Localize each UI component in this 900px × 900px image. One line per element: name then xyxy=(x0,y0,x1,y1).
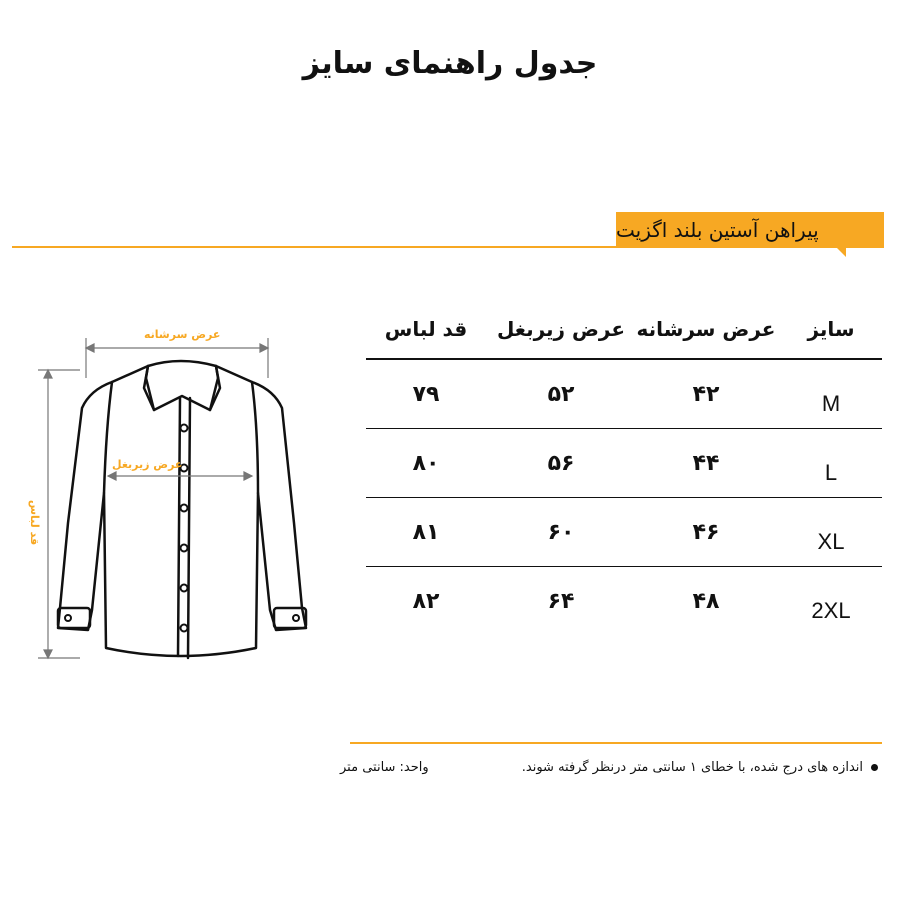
shirt-button xyxy=(181,425,188,432)
armpit-cell: ۶۴ xyxy=(547,588,575,614)
length-cell: ۸۱ xyxy=(412,519,440,545)
bullet-icon xyxy=(871,764,878,771)
shoulder-width-label: عرض سرشانه xyxy=(144,328,221,341)
length-cell: ۷۹ xyxy=(412,381,440,407)
size-cell: 2XL xyxy=(811,598,851,623)
table-row xyxy=(366,429,882,498)
collar-outline xyxy=(146,361,218,410)
placket xyxy=(178,398,190,658)
shirt-button xyxy=(181,545,188,552)
tolerance-note: اندازه های درج شده، با خطای ۱ سانتی متر درنظر گرفته شوند. xyxy=(521,760,863,775)
table-row xyxy=(366,360,882,429)
armpit-cell: ۵۶ xyxy=(547,450,575,476)
shoulder-cell: ۴۴ xyxy=(692,450,720,476)
size-cell: XL xyxy=(817,529,845,554)
length-cell: ۸۰ xyxy=(412,450,440,476)
header-armpit: عرض زیربغل xyxy=(496,317,626,341)
header-shoulder: عرض سرشانه xyxy=(636,317,776,341)
size-cell: L xyxy=(824,460,838,485)
length-cell: ۸۲ xyxy=(412,588,440,614)
table-row xyxy=(366,498,882,567)
shoulder-cell: ۴۲ xyxy=(692,381,720,407)
shoulder-cell: ۴۸ xyxy=(692,588,720,614)
shirt-button xyxy=(181,505,188,512)
footer-divider xyxy=(350,742,882,744)
shirt-diagram xyxy=(20,318,310,678)
armpit-width-label: عرض زیربغل xyxy=(112,458,183,471)
product-name: پیراهن آستین بلند اگزیت xyxy=(616,218,819,242)
shirt-button xyxy=(181,625,188,632)
header-length: قد لباس xyxy=(384,317,468,341)
armpit-cell: ۵۲ xyxy=(547,381,575,407)
cuff-button xyxy=(293,615,299,621)
right-cuff xyxy=(274,608,306,628)
table-row xyxy=(366,567,882,635)
banner-tail-shape xyxy=(836,247,846,257)
shoulder-cell: ۴۶ xyxy=(692,519,720,545)
length-label: قد لباس xyxy=(28,499,42,546)
shirt-button xyxy=(181,585,188,592)
right-sleeve-seam xyxy=(252,382,258,493)
header-size: سایز xyxy=(807,317,855,341)
size-table xyxy=(366,300,882,635)
shirt-illustration xyxy=(20,318,310,678)
cuff-button xyxy=(65,615,71,621)
armpit-cell: ۶۰ xyxy=(547,519,575,545)
page-title: جدول راهنمای سایز xyxy=(302,46,598,81)
table-header xyxy=(366,300,882,360)
left-cuff xyxy=(58,608,90,628)
size-cell: M xyxy=(821,391,841,416)
product-banner xyxy=(616,212,884,248)
unit-note: واحد: سانتی متر xyxy=(340,760,429,775)
footer-note xyxy=(522,760,878,775)
